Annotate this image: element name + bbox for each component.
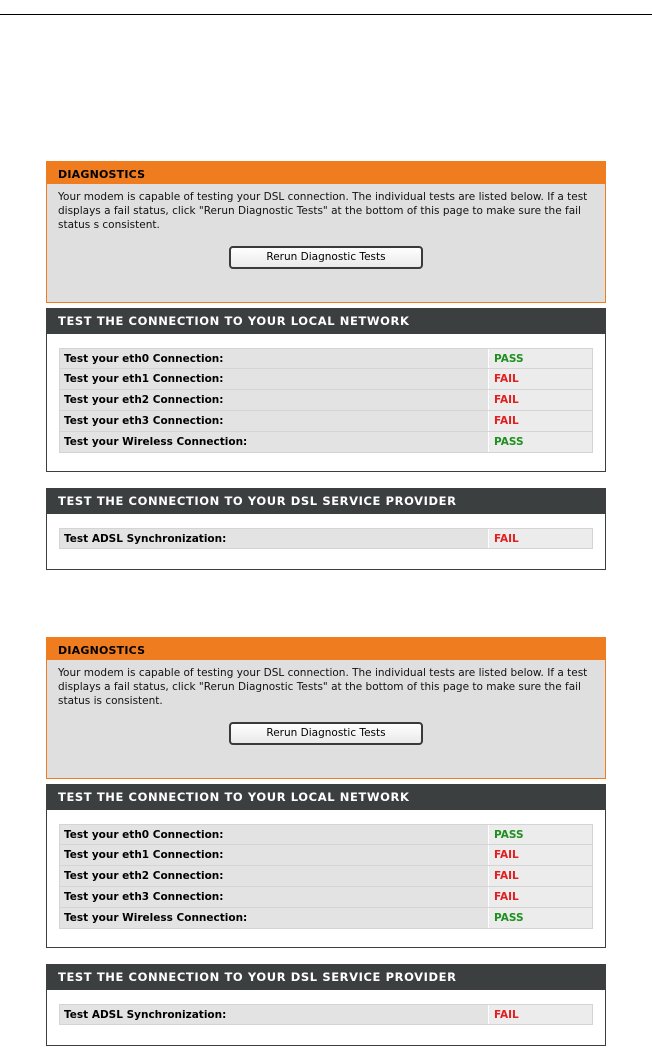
test-row [59,824,593,845]
test-row [59,528,593,549]
test-label: Test your eth3 Connection: [60,411,489,431]
test-row [59,432,593,453]
diagnostics-description: Your modem is capable of testing your DSL connection. The individual tests are listed below. If a test displays a fail status, click "Rerun Diagnostic Tests" at the bottom of this page to make sure the fail status is consistent. [58,667,588,707]
dsl-provider-section [46,488,606,570]
status-badge: FAIL [489,845,592,865]
button-row [47,708,605,746]
dsl-provider-section [46,964,606,1046]
test-row [59,411,593,432]
diagnostics-box [46,637,606,779]
test-label: Test your eth3 Connection: [60,887,489,907]
local-network-section [46,308,606,472]
button-row [47,232,605,270]
test-label: Test ADSL Synchronization: [60,1005,489,1024]
test-label: Test your Wireless Connection: [60,908,489,928]
local-network-rows [47,334,605,463]
status-badge: FAIL [489,390,592,410]
status-badge: PASS [489,825,592,844]
test-label: Test your eth1 Connection: [60,369,489,389]
test-label: Test ADSL Synchronization: [60,529,489,548]
test-label: Test your eth0 Connection: [60,825,489,844]
test-label: Test your eth2 Connection: [60,866,489,886]
dsl-provider-title: TEST THE CONNECTION TO YOUR DSL SERVICE PROVIDER [47,488,605,514]
test-row [59,845,593,866]
diagnostics-description: Your modem is capable of testing your DSL connection. The individual tests are listed below. If a test displays a fail status, click "Rerun Diagnostic Tests" at the bottom of this page to make sure the fail status s consistent. [58,191,588,231]
test-row [59,369,593,390]
status-badge: PASS [489,349,592,368]
diagnostics-box [46,161,606,303]
test-row [59,1004,593,1025]
rerun-diagnostic-tests-button[interactable]: Rerun Diagnostic Tests [229,722,423,745]
test-row [59,348,593,369]
top-divider [0,14,652,15]
diagnostics-panel [46,637,606,1046]
status-badge: FAIL [489,411,592,431]
test-row [59,390,593,411]
diagnostics-title: DIAGNOSTICS [47,161,605,184]
status-badge: FAIL [489,529,592,548]
test-label: Test your Wireless Connection: [60,432,489,452]
test-label: Test your eth2 Connection: [60,390,489,410]
test-row [59,866,593,887]
test-label: Test your eth1 Connection: [60,845,489,865]
status-badge: FAIL [489,866,592,886]
status-badge: PASS [489,908,592,928]
dsl-provider-rows [47,514,605,559]
diagnostics-title: DIAGNOSTICS [47,637,605,660]
local-network-title: TEST THE CONNECTION TO YOUR LOCAL NETWORK [47,308,605,334]
rerun-diagnostic-tests-button[interactable]: Rerun Diagnostic Tests [229,246,423,269]
status-badge: FAIL [489,887,592,907]
test-label: Test your eth0 Connection: [60,349,489,368]
local-network-section [46,784,606,948]
status-badge: FAIL [489,369,592,389]
status-badge: FAIL [489,1005,592,1024]
diagnostics-panel [46,161,606,570]
local-network-rows [47,810,605,939]
test-row [59,887,593,908]
status-badge: PASS [489,432,592,452]
local-network-title: TEST THE CONNECTION TO YOUR LOCAL NETWORK [47,784,605,810]
test-row [59,908,593,929]
dsl-provider-title: TEST THE CONNECTION TO YOUR DSL SERVICE PROVIDER [47,964,605,990]
dsl-provider-rows [47,990,605,1035]
